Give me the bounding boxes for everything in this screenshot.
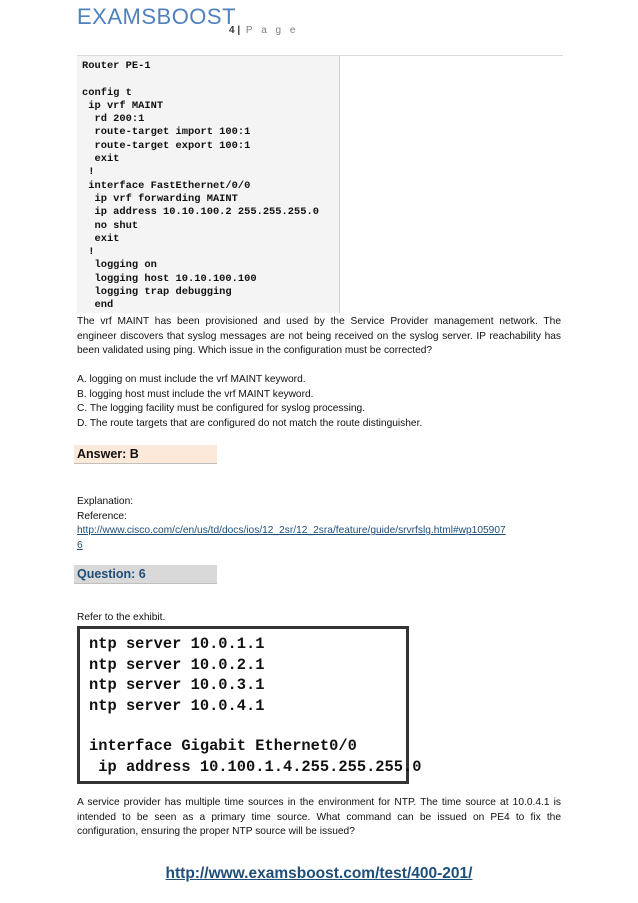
page-number-value: 4 |	[229, 25, 241, 36]
answer-heading: Answer: B	[74, 445, 217, 464]
code-line: interface Gigabit Ethernet0/0	[89, 737, 357, 755]
code-gap	[89, 716, 406, 736]
reference-label: Reference:	[77, 510, 127, 522]
reference-link-line-2[interactable]: 6	[77, 539, 83, 551]
code-line: ntp server 10.0.1.1	[89, 635, 265, 653]
question-6-text: A service provider has multiple time sources in the environment for NTP. The time source at 10.0.4.1 is intended to be seen as a primary time source. What command can be issued on PE4 to fix the configuration, ensuring the proper NTP source will be issued?	[77, 797, 561, 838]
footer-link[interactable]: http://www.examsboost.com/test/400-201/	[165, 865, 473, 882]
code-line: interface FastEthernet/0/0	[82, 179, 251, 192]
code-line: route-target import 100:1	[82, 126, 251, 139]
code-line: ip vrf forwarding MAINT	[82, 192, 238, 205]
code-line: !	[82, 166, 95, 179]
code-line: logging host 10.10.100.100	[82, 272, 257, 285]
explanation-title: Explanation:	[77, 496, 134, 507]
code-line: logging trap debugging	[82, 286, 232, 299]
code-line: route-target export 100:1	[82, 139, 251, 152]
question-6-intro: Refer to the exhibit.	[77, 612, 166, 623]
code-line: !	[82, 246, 95, 259]
code-line: logging on	[82, 259, 157, 272]
router-config-exhibit	[77, 56, 340, 313]
code-line: ip address 10.100.1.4.255.255.255.0	[89, 757, 422, 776]
code-line: exit	[82, 232, 120, 245]
code-line: ntp server 10.0.3.1	[89, 676, 265, 694]
option-a: A. logging on must include the vrf MAINT keyword.	[77, 374, 306, 385]
explanation-block	[77, 495, 561, 553]
code-line: exit	[82, 153, 120, 166]
code-line: ntp server 10.0.4.1	[89, 696, 265, 715]
option-b: B. logging host must include the vrf MAINT keyword.	[77, 388, 314, 400]
question-6-heading: Question: 6	[74, 565, 217, 584]
code-line: end	[82, 299, 114, 312]
question-5-text: The vrf MAINT has been provisioned and used by the Service Provider management network. The engineer discovers that syslog messages are not being received on the syslog server. IP reachability has been validated using ping. Which issue in the configuration must be corrected?	[77, 316, 561, 357]
page-word: P a g e	[245, 25, 299, 36]
page-header	[77, 4, 563, 48]
footer	[0, 865, 638, 883]
code-line: no shut	[82, 219, 139, 232]
option-d: D. The route targets that are configured do not match the route distinguisher.	[77, 417, 423, 429]
code-line	[82, 73, 339, 86]
code-line: ip vrf MAINT	[82, 99, 164, 112]
code-line: rd 200:1	[82, 113, 145, 126]
reference-link[interactable]	[77, 524, 561, 553]
brand-logo-text: EXAMSBOOST	[77, 4, 237, 29]
code-line: ntp server 10.0.2.1	[89, 655, 265, 674]
page-number	[229, 25, 298, 36]
code-line: Router PE-1	[82, 60, 151, 72]
code-line: config t	[82, 86, 132, 99]
option-c: C. The logging facility must be configured for syslog processing.	[77, 403, 366, 415]
code-line: ip address 10.10.100.2 255.255.255.0	[82, 206, 319, 219]
reference-link-line-1[interactable]: http://www.cisco.com/c/en/us/td/docs/ios/12_2sr/12_2sra/feature/guide/srvrfslg.html#wp105907	[77, 525, 506, 537]
answer-options	[77, 373, 561, 431]
ntp-config-exhibit	[77, 626, 422, 784]
